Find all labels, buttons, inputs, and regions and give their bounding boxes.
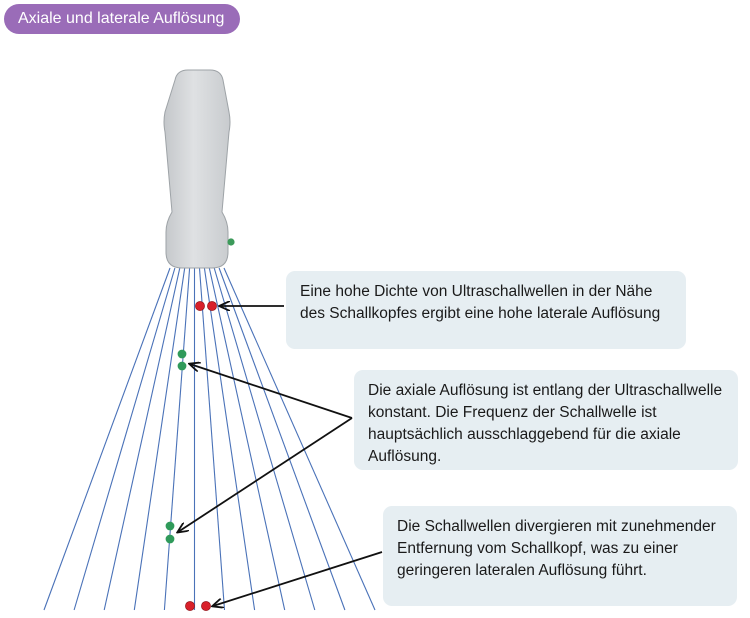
- callout-divergence: Die Schallwellen divergieren mit zunehmender Entfernung vom Schallkopf, was zu einer geringeren lateralen Auflösung führt.: [383, 506, 737, 606]
- near-field-red-dot: [195, 301, 204, 310]
- beam-line: [44, 268, 170, 610]
- transducer-probe: [164, 70, 235, 268]
- axial-green-dot: [178, 350, 187, 359]
- arrow-axial-lower: [178, 418, 352, 532]
- callout-arrows: [178, 306, 382, 606]
- far-field-red-dot: [185, 601, 194, 610]
- far-field-red-dot: [201, 601, 210, 610]
- axial-green-dot: [178, 362, 187, 371]
- arrow-far-field: [213, 552, 382, 606]
- page-title: Axiale und laterale Auflösung: [4, 4, 240, 34]
- axial-green-dot: [166, 535, 175, 544]
- callout-axial-resolution: Die axiale Auflösung ist entlang der Ultraschallwelle konstant. Die Frequenz der Schallwelle ist hauptsächlich ausschlaggebend für die axiale Auflösung.: [354, 370, 738, 470]
- callout-near-field-resolution: Eine hohe Dichte von Ultraschallwellen in der Nähe des Schallkopfes ergibt eine hohe laterale Auflösung: [286, 271, 686, 349]
- probe-body: [164, 70, 230, 268]
- probe-orientation-marker: [227, 238, 234, 245]
- axial-green-dot: [166, 522, 175, 531]
- near-field-red-dot: [207, 301, 216, 310]
